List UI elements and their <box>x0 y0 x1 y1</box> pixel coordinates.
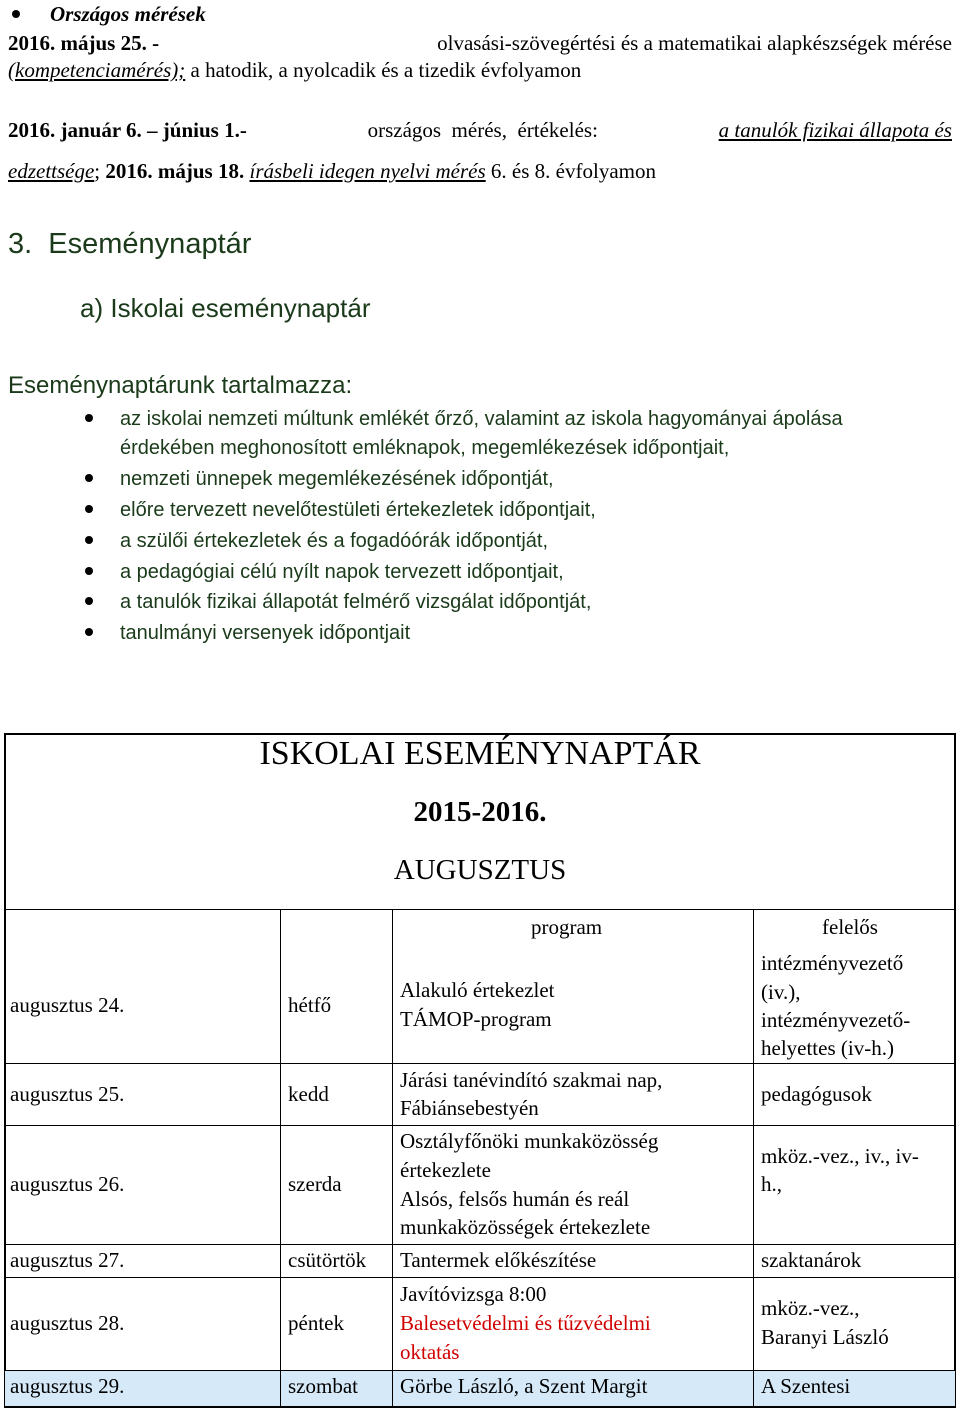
row-program: Javítóvizsga 8:00 <box>400 1282 547 1306</box>
date-may-18: 2016. május 18. <box>105 159 245 183</box>
bullet-icon <box>85 414 93 422</box>
row-day: kedd <box>288 1082 329 1106</box>
divider <box>4 1063 956 1064</box>
measurement-desc-3: országos mérés, értékelés: <box>362 118 604 142</box>
row-responsible: intézményvezető <box>761 951 904 975</box>
divider <box>4 1277 956 1278</box>
list-item: a tanulók fizikai állapotát felmérő vizsgálat időpontját, <box>120 591 592 613</box>
section-3-title: 3. Eseménynaptár <box>8 228 252 260</box>
row-program: TÁMOP-program <box>400 1007 552 1031</box>
row-day: hétfő <box>288 993 332 1017</box>
row-program: Tantermek előkészítése <box>400 1248 597 1272</box>
bullet-icon <box>12 10 20 18</box>
row-responsible: h., <box>761 1172 782 1196</box>
divider <box>4 1244 956 1245</box>
measurement-line-4 <box>8 158 656 184</box>
list-item: az iskolai nemzeti múltunk emlékét őrző, valamint az iskola hagyományai ápolása <box>120 408 843 430</box>
col-divider <box>753 909 754 1407</box>
divider <box>4 909 956 910</box>
row-responsible: intézményvezető- <box>761 1008 911 1032</box>
calendar-year: 2015-2016. <box>413 796 547 828</box>
row-responsible: mköz.-vez., <box>761 1296 860 1320</box>
header-program: program <box>531 915 603 939</box>
row-responsible: szaktanárok <box>761 1248 862 1272</box>
list-item: tanulmányi versenyek időpontjait <box>120 622 411 644</box>
semicolon: ; <box>94 159 106 183</box>
col-divider <box>392 909 393 1407</box>
fitness-link[interactable]: a tanulók fizikai állapota és <box>718 118 952 142</box>
contents-heading: Eseménynaptárunk tartalmazza: <box>8 372 353 399</box>
bullet-icon <box>85 505 93 513</box>
date-may-25: 2016. május 25. - <box>8 31 160 55</box>
bullet-icon <box>85 597 93 605</box>
calendar-month: AUGUSZTUS <box>393 854 567 886</box>
date-range: 2016. január 6. – június 1.- <box>8 118 247 142</box>
measurement-line-1 <box>8 30 952 56</box>
row-program: Járási tanévindító szakmai nap, <box>400 1068 663 1092</box>
list-item: a szülői értekezletek és a fogadóórák időpontját, <box>120 530 549 552</box>
section-3a-subtitle: a) Iskolai eseménynaptár <box>80 293 371 323</box>
section-title-measurements: Országos mérések <box>50 2 206 26</box>
bullet-icon <box>85 567 93 575</box>
row-responsible: mköz.-vez., iv., iv- <box>761 1144 919 1168</box>
divider <box>4 1406 956 1407</box>
row-day: péntek <box>288 1311 344 1335</box>
row-date: augusztus 28. <box>10 1311 125 1335</box>
row-program: Görbe László, a Szent Margit <box>400 1374 648 1398</box>
list-item: a pedagógiai célú nyílt napok tervezett időpontjait, <box>120 561 564 583</box>
header-responsible: felelős <box>822 915 878 939</box>
row-day: szombat <box>288 1374 358 1398</box>
row-day: szerda <box>288 1172 342 1196</box>
competency-link[interactable]: (kompetenciamérés); <box>8 58 186 82</box>
row-responsible: Baranyi László <box>761 1325 889 1349</box>
row-date: augusztus 24. <box>10 993 125 1017</box>
row-program-warning: Balesetvédelmi és tűzvédelmi <box>400 1311 651 1335</box>
row-responsible: (iv.), <box>761 980 801 1004</box>
row-program: értekezlete <box>400 1158 491 1182</box>
measurement-line-2 <box>8 57 581 83</box>
language-link[interactable]: írásbeli idegen nyelvi mérés <box>249 159 486 183</box>
row-responsible: A Szentesi <box>761 1374 851 1398</box>
list-item: előre tervezett nevelőtestületi értekezletek időpontjait, <box>120 499 596 521</box>
measurement-line-3 <box>8 117 952 143</box>
bullet-icon <box>85 474 93 482</box>
row-date: augusztus 27. <box>10 1248 125 1272</box>
measurement-desc-4: 6. és 8. évfolyamon <box>485 159 656 183</box>
row-day: csütörtök <box>288 1248 367 1272</box>
divider <box>4 1125 956 1126</box>
list-item: nemzeti ünnepek megemlékezésének időpontját, <box>120 468 554 490</box>
fitness-link-cont[interactable]: edzettsége <box>8 159 95 183</box>
row-program: Alakuló értekezlet <box>400 978 555 1002</box>
row-date: augusztus 29. <box>10 1374 125 1398</box>
row-responsible: pedagógusok <box>761 1082 872 1106</box>
col-divider <box>280 909 281 1407</box>
row-program: munkaközösségek értekezlete <box>400 1215 651 1239</box>
row-responsible: helyettes (iv-h.) <box>761 1036 894 1060</box>
row-program: Fábiánsebestyén <box>400 1096 539 1120</box>
measurement-desc-1: olvasási-szövegértési és a matematikai alapkészségek mérése <box>437 31 952 55</box>
row-date: augusztus 25. <box>10 1082 125 1106</box>
row-date: augusztus 26. <box>10 1172 125 1196</box>
row-program: Alsós, felsős humán és reál <box>400 1187 630 1211</box>
bullet-icon <box>85 628 93 636</box>
calendar-title: ISKOLAI ESEMÉNYNAPTÁR <box>259 735 701 772</box>
row-program: Osztályfőnöki munkaközösség <box>400 1129 659 1153</box>
row-program-warning: oktatás <box>400 1340 460 1364</box>
bullet-icon <box>85 536 93 544</box>
list-item-cont: érdekében meghonosított emléknapok, megemlékezések időpontjait, <box>120 437 730 459</box>
measurement-desc-2: a hatodik, a nyolcadik és a tizedik évfolyamon <box>185 58 582 82</box>
